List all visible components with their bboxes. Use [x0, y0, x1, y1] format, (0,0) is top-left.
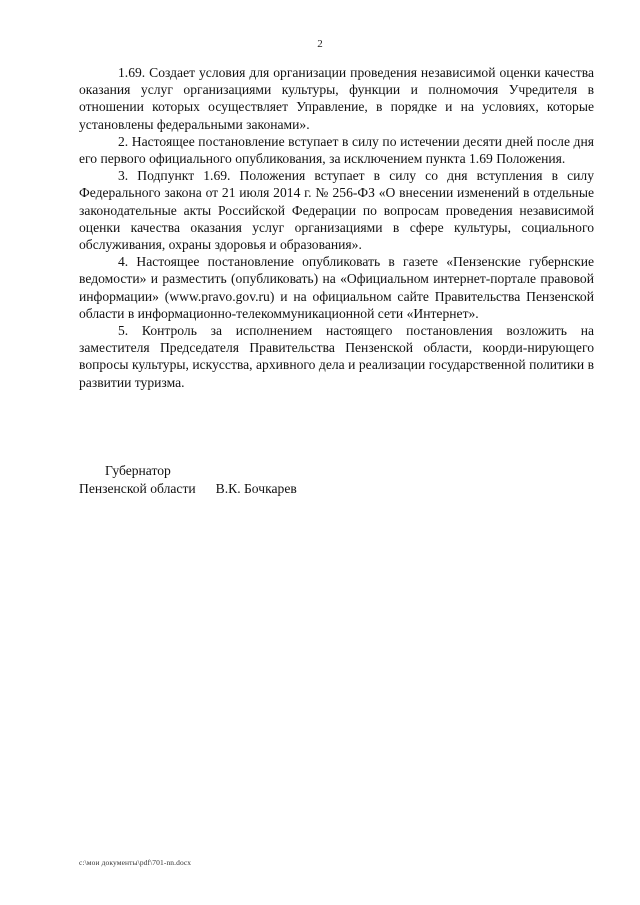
- signatory-name: В.К. Бочкарев: [215, 480, 297, 496]
- signatory-row: [79, 480, 297, 498]
- paragraph-1-69: 1.69. Создает условия для организации проведения независимой оценки качества оказания услуг организациями культуры, функции и полномочия Учредителя в отношении которых осуществляет Управление, в порядке и на условиях, которые установлены федеральными законами».: [79, 65, 594, 132]
- file-path-footer: c:\мои документы\pdf\701-nn.docx: [79, 858, 192, 867]
- paragraph-4: 4. Настоящее постановление опубликовать в газете «Пензенские губернские ведомости» и разместить (опубликовать) на «Официальном интернет-портале правовой информации» (www.pravo.gov.ru) и на официальном сайте Правительства Пензенской области в информационно-телекоммуникационной сети «Интернет».: [79, 254, 594, 321]
- signatory-region: Пензенской области: [79, 480, 196, 496]
- page-number: 2: [317, 38, 323, 50]
- document-body: [79, 64, 594, 391]
- signature-block: [79, 462, 297, 497]
- paragraph-3: 3. Подпункт 1.69. Положения вступает в силу со дня вступления в силу Федерального закона от 21 июля 2014 г. № 256-ФЗ «О внесении изменений в отдельные законодательные акты Российской Федерации по вопросам проведения независимой оценки качества оказания услуг организациями в сфере культуры, социального обслуживания, охраны здоровья и образования».: [79, 168, 594, 253]
- paragraph-5: 5. Контроль за исполнением настоящего постановления возложить на заместителя Председателя Правительства Пензенской области, коорди-нирующего вопросы культуры, искусства, архивного дела и реализации государственной политики в развитии туризма.: [79, 323, 594, 390]
- paragraph-2: 2. Настоящее постановление вступает в силу по истечении десяти дней после дня его первого официального опубликования, за исключением пункта 1.69 Положения.: [79, 133, 594, 167]
- signatory-title: Губернатор: [105, 463, 171, 478]
